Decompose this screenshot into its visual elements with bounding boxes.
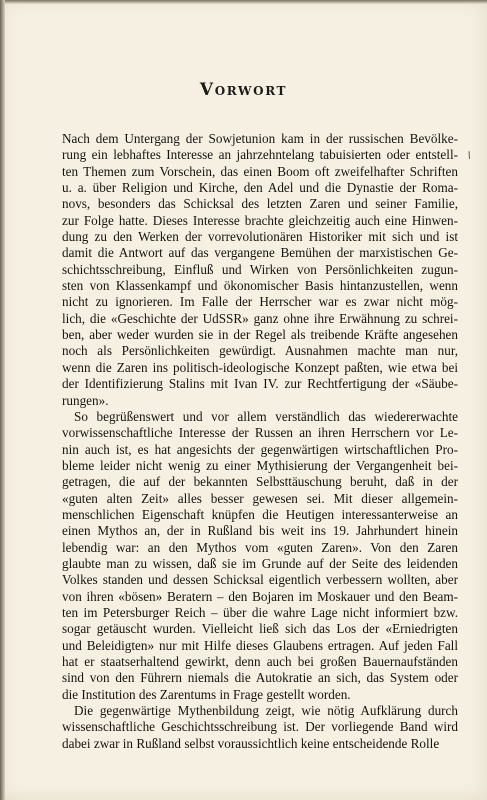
- text-line: glaubte man zu wissen, daß sie im Grunde auf der Seite des leidenden: [62, 555, 458, 571]
- text-line: dung zu den Werken der vorrevolutionären Historiker mit sich und ist: [62, 229, 458, 245]
- text-line: hat er staatserhaltend gewirkt, denn auch bei großen Bauernaufständen: [62, 654, 458, 669]
- text-line: rungen».: [62, 392, 109, 408]
- text-line: «guten alten Zeit» alles besser gewesen sei. Mit dieser allgemein-: [62, 490, 458, 506]
- text-line: Die gegenwärtige Mythenbildung zeigt, wie nötig Aufklärung durch: [74, 703, 458, 719]
- text-line: noch als Persönlichkeiten gewürdigt. Ausnahmen machte man nur,: [62, 343, 458, 359]
- text-line: sind von den Führern niemals die Autokratie an sich, das System oder: [62, 670, 458, 686]
- text-line: Nach dem Untergang der Sowjetunion kam in der russischen Bevölke-: [62, 131, 458, 146]
- text-line: wissenschaftliche Geschichtsschreibung ist. Der vorliegende Band wird: [62, 719, 458, 735]
- text-line: lebendig war: an den Mythos vom «guten Zaren». Von den Zaren: [62, 539, 458, 555]
- text-line: ten im Petersburger Reich – über die wahre Lage nicht informiert bzw.: [62, 604, 458, 620]
- text-line: So begrüßenswert und vor allem verständlich das wiedererwachte: [74, 408, 458, 424]
- text-line: schichtsschreibung, Einfluß und Wirken von Persönlichkeiten zugun-: [62, 261, 458, 277]
- text-line: bleme leider nicht wenig zu einer Mythisierung der Vergangenheit bei-: [62, 457, 458, 473]
- text-line: und Beleidigten» nur mit Hilfe dieses Glaubens ertragen. Auf jeden Fall: [62, 637, 458, 653]
- paragraph: [62, 131, 458, 409]
- paragraph: [62, 703, 458, 752]
- text-line: nicht zu ignorieren. Im Falle der Herrscher war es zwar nicht mög-: [62, 294, 458, 310]
- text-line: sten von Klassenkampf und ökonomischer Basis hintanzustellen, wenn: [62, 278, 458, 294]
- text-line: u. a. über Religion und Kirche, den Adel und die Dynastie der Roma-: [62, 180, 458, 196]
- text-line: ten Themen zum Vorschein, das einen Boom oft zweifelhafter Schriften: [62, 163, 458, 179]
- text-line: der Identifizierung Stalins mit Ivan IV. zur Rechtfertigung der «Säube-: [62, 376, 458, 392]
- chapter-heading: Vorwort: [199, 80, 288, 100]
- text-line: Volkes standen und dessen Schicksal eigentlich verbessern wollten, aber: [62, 572, 458, 588]
- text-line: rung ein lebhaftes Interesse an jahrzehntelang tabuisierten oder entstell-: [62, 147, 458, 163]
- text-line: menschlichen Eigenschaft knüpfen die Heutigen interessanterweise an: [62, 506, 458, 522]
- text-line: sogar getäuscht wurden. Vielleicht ließ sich das Los der «Erniedrigten: [62, 621, 458, 637]
- margin-pen-mark: /: [466, 150, 473, 162]
- scan-edge-top: [0, 0, 487, 4]
- text-line: vorwissenschaftliche Interesse der Russen an ihren Herrschern vor Le-: [62, 425, 458, 441]
- text-line: novs, besonders das Schicksal des letzten Zaren und seiner Familie,: [62, 196, 458, 212]
- text-line: wenn die Zaren ins politisch-ideologische Konzept paßten, wie etwa bei: [62, 359, 458, 375]
- paragraph: [62, 409, 458, 703]
- text-line: zur Folge hatte. Dieses Interesse brachte gleichzeitig auch eine Hinwen-: [62, 212, 458, 228]
- text-line: die Institution des Zarentums in Frage gestellt worden.: [62, 686, 351, 702]
- text-line: getragen, die auf der bekannten Selbsttäuschung beruht, daß in der: [62, 474, 458, 490]
- text-line: ben, aber weder wurden sie in der Regel als treibende Kräfte angesehen: [62, 327, 458, 343]
- text-line: von ihren «bösen» Beratern – den Bojaren im Moskauer und den Beam-: [62, 588, 458, 604]
- text-line: nin auch ist, es hat angesichts der gegenwärtigen wirtschaftlichen Pro-: [62, 441, 458, 457]
- text-line: damit die Antwort auf das vergangene Bemühen der marxistischen Ge-: [62, 245, 458, 261]
- scan-edge-left: [0, 0, 5, 800]
- text-line: einen Mythos an, der in Rußland bis weit ins 19. Jahrhundert hinein: [62, 523, 458, 539]
- text-line: dabei zwar in Rußland selbst voraussichtlich keine entscheidende Rolle: [62, 735, 440, 751]
- body-text: [62, 131, 458, 752]
- text-line: lich, die «Geschichte der UdSSR» ganz ohne ihre Erwähnung zu schrei-: [62, 310, 458, 326]
